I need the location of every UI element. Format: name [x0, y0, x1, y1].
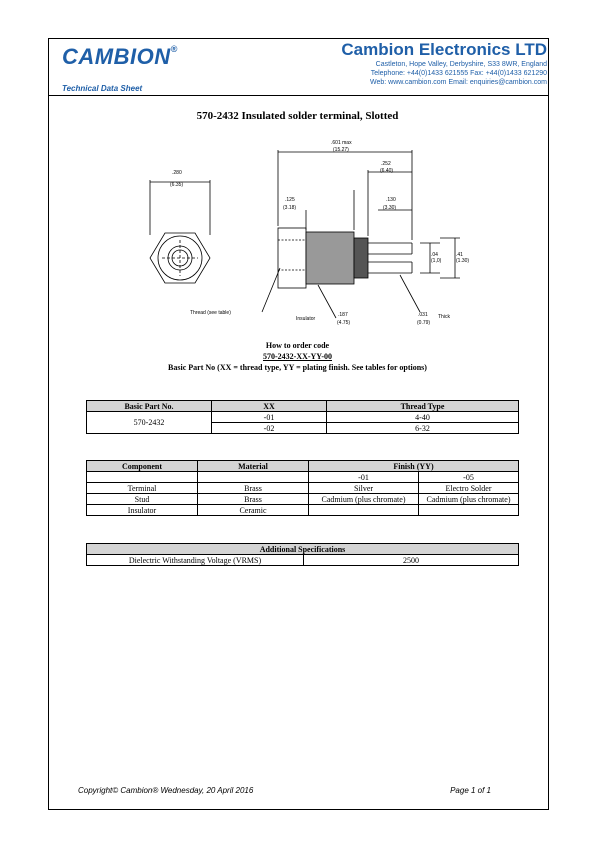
- dim-41: .41: [456, 252, 463, 258]
- table-cell: [309, 505, 419, 516]
- dim-601-mm: (15.27): [333, 147, 349, 153]
- dim-130: .130: [386, 197, 396, 203]
- table-cell: Brass: [198, 494, 309, 505]
- dim-031-mm: (0.79): [417, 320, 431, 326]
- thick-label: Thick: [438, 314, 450, 320]
- comp-header-finish: Finish (YY): [309, 461, 519, 472]
- comp-header-material: Material: [198, 461, 309, 472]
- dim-280-mm: (6.35): [170, 182, 184, 188]
- thread-header-type: Thread Type: [327, 401, 519, 412]
- table-cell: [198, 472, 309, 483]
- spec-label: Dielectric Withstanding Voltage (VRMS): [87, 555, 304, 566]
- dim-601: .601 max: [331, 140, 352, 146]
- order-code-block: [0, 340, 595, 373]
- spec-heading: Additional Specifications: [87, 544, 519, 555]
- dim-04: .04: [431, 252, 438, 258]
- comp-header-component: Component: [87, 461, 198, 472]
- thread-table: [86, 400, 519, 434]
- order-code: 570-2432-XX-YY-00: [262, 352, 333, 361]
- table-cell: Brass: [198, 483, 309, 494]
- table-cell: Silver: [309, 483, 419, 494]
- cambion-logo: CAMBION®: [62, 44, 178, 69]
- table-cell: Cadmium (plus chromate): [419, 494, 519, 505]
- terminal-side-view: [262, 150, 460, 318]
- table-cell: Ceramic: [198, 505, 309, 516]
- doc-type: Technical Data Sheet: [62, 84, 143, 93]
- dim-125-mm: (3.18): [283, 205, 297, 211]
- dim-130-mm: (3.30): [383, 205, 397, 211]
- company-web: Web: www.cambion.com Email: enquiries@cambion.com: [370, 79, 547, 86]
- dim-04-mm: (1,0): [431, 258, 442, 264]
- dim-252: .252: [381, 161, 391, 167]
- page-title: 570-2432 Insulated solder terminal, Slotted: [196, 110, 399, 122]
- finish-sub-01: -01: [309, 472, 419, 483]
- dim-252-mm: (6.40): [380, 168, 394, 174]
- company-name: Cambion Electronics LTD: [341, 40, 547, 59]
- table-cell: Terminal: [87, 483, 198, 494]
- insulator-label: Insulator: [296, 316, 316, 322]
- hex-end-view: [150, 180, 210, 283]
- dim-125: .125: [285, 197, 295, 203]
- table-cell: Cadmium (plus chromate): [309, 494, 419, 505]
- table-cell: -02: [212, 423, 327, 434]
- footer-page: Page 1 of 1: [450, 786, 491, 795]
- finish-sub-05: -05: [419, 472, 519, 483]
- dim-41-mm: (1.30): [456, 258, 470, 264]
- table-cell: -01: [212, 412, 327, 423]
- table-cell: 4-40: [327, 412, 519, 423]
- thread-header-part: Basic Part No.: [87, 401, 212, 412]
- table-cell: [87, 472, 198, 483]
- dim-187-mm: (4.75): [337, 320, 351, 326]
- table-cell: [419, 505, 519, 516]
- spec-value: 2500: [304, 555, 519, 566]
- spec-table: [86, 543, 519, 566]
- thread-part: 570-2432: [87, 412, 212, 434]
- table-cell: Insulator: [87, 505, 198, 516]
- dim-187: .187: [338, 312, 348, 318]
- dim-031: .031: [418, 312, 428, 318]
- company-phone: Telephone: +44(0)1433 621555 Fax: +44(0)1433 621290: [370, 70, 547, 77]
- table-cell: 6-32: [327, 423, 519, 434]
- order-heading: How to order code: [265, 341, 330, 350]
- footer-copyright: Copyright© Cambion® Wednesday, 20 April 2016: [78, 786, 254, 795]
- component-table: [86, 460, 519, 516]
- order-desc: Basic Part No (XX = thread type, YY = plating finish. See tables for options): [168, 363, 427, 372]
- company-address: Castleton, Hope Valley, Derbyshire, S33 8WR, England: [375, 61, 547, 68]
- thread-header-xx: XX: [212, 401, 327, 412]
- thread-label: Thread (see table): [190, 310, 231, 316]
- table-cell: Stud: [87, 494, 198, 505]
- dim-280: .280: [172, 170, 182, 176]
- table-cell: Electro Solder: [419, 483, 519, 494]
